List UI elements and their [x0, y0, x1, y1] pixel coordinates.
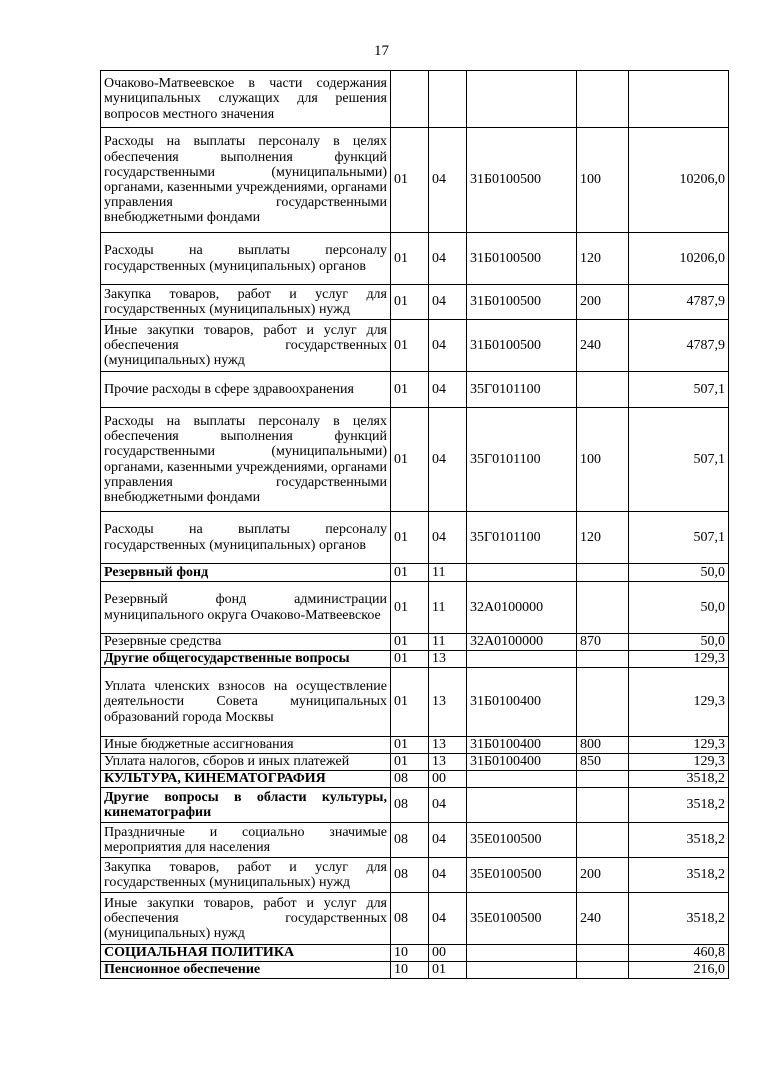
amount-cell: 129,3: [629, 651, 729, 668]
amount-cell: 129,3: [629, 737, 729, 754]
row-name-cell: Уплата налогов, сборов и иных платежей: [101, 754, 391, 771]
subsection-code-cell: 04: [429, 858, 467, 893]
expense-type-cell: 870: [577, 634, 629, 651]
budget-table: [100, 70, 729, 979]
table-row: [101, 320, 729, 372]
amount-cell: 507,1: [629, 512, 729, 564]
section-code-cell: 01: [391, 634, 429, 651]
section-code-cell: 01: [391, 651, 429, 668]
amount-cell: 50,0: [629, 634, 729, 651]
target-article-cell: [467, 564, 577, 582]
table-row: [101, 634, 729, 651]
section-code-cell: 01: [391, 408, 429, 512]
row-name-cell: Очаково-Матвеевское в части содержания муниципальных служащих для решения вопросов местного значения: [101, 71, 391, 128]
target-article-cell: 35Е0100500: [467, 858, 577, 893]
amount-cell: 3518,2: [629, 788, 729, 823]
section-code-cell: 08: [391, 823, 429, 858]
table-row: [101, 893, 729, 945]
subsection-code-cell: 00: [429, 771, 467, 788]
section-code-cell: 01: [391, 320, 429, 372]
section-code-cell: 01: [391, 285, 429, 320]
target-article-cell: 31Б0100500: [467, 128, 577, 233]
amount-cell: 3518,2: [629, 893, 729, 945]
table-row: [101, 962, 729, 979]
subsection-code-cell: 04: [429, 233, 467, 285]
target-article-cell: 35Е0100500: [467, 893, 577, 945]
section-code-cell: 01: [391, 512, 429, 564]
row-name-cell: Расходы на выплаты персоналу государственных (муниципальных) органов: [101, 233, 391, 285]
table-row: [101, 512, 729, 564]
target-article-cell: [467, 962, 577, 979]
amount-cell: 3518,2: [629, 771, 729, 788]
table-row: [101, 771, 729, 788]
subsection-code-cell: 04: [429, 320, 467, 372]
row-name-cell: Расходы на выплаты персоналу в целях обеспечения выполнения функций государственными (муниципальными) органами, казенными учреждениями, органами управления государственными внебюджетными фондами: [101, 408, 391, 512]
subsection-code-cell: 04: [429, 823, 467, 858]
budget-table-body: [101, 71, 729, 979]
subsection-code-cell: 04: [429, 512, 467, 564]
table-row: [101, 71, 729, 128]
amount-cell: 4787,9: [629, 285, 729, 320]
target-article-cell: [467, 71, 577, 128]
section-code-cell: 10: [391, 945, 429, 962]
section-code-cell: [391, 71, 429, 128]
section-code-cell: 01: [391, 372, 429, 408]
expense-type-cell: [577, 668, 629, 737]
expense-type-cell: [577, 582, 629, 634]
expense-type-cell: [577, 651, 629, 668]
row-name-cell: Уплата членских взносов на осуществление деятельности Совета муниципальных образований города Москвы: [101, 668, 391, 737]
table-row: [101, 754, 729, 771]
table-row: [101, 651, 729, 668]
expense-type-cell: 200: [577, 285, 629, 320]
target-article-cell: 35Г0101100: [467, 408, 577, 512]
expense-type-cell: [577, 823, 629, 858]
section-code-cell: 01: [391, 128, 429, 233]
subsection-code-cell: [429, 71, 467, 128]
target-article-cell: 32А0100000: [467, 634, 577, 651]
row-name-cell: Расходы на выплаты персоналу в целях обеспечения выполнения функций государственными (муниципальными) органами, казенными учреждениями, органами управления государственными внебюджетными фондами: [101, 128, 391, 233]
table-row: [101, 668, 729, 737]
row-name-cell: КУЛЬТУРА, КИНЕМАТОГРАФИЯ: [101, 771, 391, 788]
target-article-cell: [467, 945, 577, 962]
row-name-cell: СОЦИАЛЬНАЯ ПОЛИТИКА: [101, 945, 391, 962]
expense-type-cell: 100: [577, 408, 629, 512]
table-row: [101, 788, 729, 823]
table-row: [101, 408, 729, 512]
table-row: [101, 233, 729, 285]
amount-cell: 3518,2: [629, 823, 729, 858]
amount-cell: 216,0: [629, 962, 729, 979]
subsection-code-cell: 04: [429, 285, 467, 320]
section-code-cell: 01: [391, 582, 429, 634]
table-row: [101, 945, 729, 962]
amount-cell: [629, 71, 729, 128]
subsection-code-cell: 04: [429, 893, 467, 945]
row-name-cell: Прочие расходы в сфере здравоохранения: [101, 372, 391, 408]
subsection-code-cell: 13: [429, 754, 467, 771]
section-code-cell: 08: [391, 858, 429, 893]
expense-type-cell: 800: [577, 737, 629, 754]
expense-type-cell: 120: [577, 512, 629, 564]
expense-type-cell: 240: [577, 893, 629, 945]
target-article-cell: 31Б0100500: [467, 233, 577, 285]
row-name-cell: Закупка товаров, работ и услуг для государственных (муниципальных) нужд: [101, 858, 391, 893]
target-article-cell: 35Е0100500: [467, 823, 577, 858]
row-name-cell: Другие вопросы в области культуры, кинематографии: [101, 788, 391, 823]
subsection-code-cell: 04: [429, 788, 467, 823]
amount-cell: 50,0: [629, 582, 729, 634]
target-article-cell: 32А0100000: [467, 582, 577, 634]
subsection-code-cell: 04: [429, 128, 467, 233]
row-name-cell: Расходы на выплаты персоналу государственных (муниципальных) органов: [101, 512, 391, 564]
subsection-code-cell: 11: [429, 582, 467, 634]
table-row: [101, 285, 729, 320]
subsection-code-cell: 11: [429, 634, 467, 651]
target-article-cell: [467, 788, 577, 823]
subsection-code-cell: 04: [429, 408, 467, 512]
target-article-cell: 31Б0100500: [467, 320, 577, 372]
amount-cell: 10206,0: [629, 128, 729, 233]
target-article-cell: 35Г0101100: [467, 512, 577, 564]
expense-type-cell: 100: [577, 128, 629, 233]
section-code-cell: 08: [391, 788, 429, 823]
expense-type-cell: 240: [577, 320, 629, 372]
subsection-code-cell: 13: [429, 651, 467, 668]
row-name-cell: Праздничные и социально значимые мероприятия для населения: [101, 823, 391, 858]
section-code-cell: 01: [391, 737, 429, 754]
row-name-cell: Другие общегосударственные вопросы: [101, 651, 391, 668]
row-name-cell: Пенсионное обеспечение: [101, 962, 391, 979]
target-article-cell: 35Г0101100: [467, 372, 577, 408]
row-name-cell: Резервные средства: [101, 634, 391, 651]
amount-cell: 507,1: [629, 408, 729, 512]
amount-cell: 50,0: [629, 564, 729, 582]
table-row: [101, 128, 729, 233]
subsection-code-cell: 13: [429, 737, 467, 754]
page-number: 17: [374, 43, 389, 59]
table-row: [101, 582, 729, 634]
section-code-cell: 01: [391, 233, 429, 285]
target-article-cell: [467, 651, 577, 668]
amount-cell: 460,8: [629, 945, 729, 962]
expense-type-cell: [577, 788, 629, 823]
amount-cell: 3518,2: [629, 858, 729, 893]
expense-type-cell: [577, 771, 629, 788]
section-code-cell: 01: [391, 668, 429, 737]
section-code-cell: 08: [391, 893, 429, 945]
row-name-cell: Резервный фонд администрации муниципального округа Очаково-Матвеевское: [101, 582, 391, 634]
amount-cell: 4787,9: [629, 320, 729, 372]
expense-type-cell: [577, 71, 629, 128]
target-article-cell: 31Б0100400: [467, 737, 577, 754]
amount-cell: 10206,0: [629, 233, 729, 285]
subsection-code-cell: 01: [429, 962, 467, 979]
section-code-cell: 01: [391, 754, 429, 771]
amount-cell: 129,3: [629, 668, 729, 737]
row-name-cell: Закупка товаров, работ и услуг для государственных (муниципальных) нужд: [101, 285, 391, 320]
target-article-cell: 31Б0100400: [467, 754, 577, 771]
section-code-cell: 01: [391, 564, 429, 582]
table-row: [101, 372, 729, 408]
subsection-code-cell: 11: [429, 564, 467, 582]
row-name-cell: Иные закупки товаров, работ и услуг для обеспечения государственных (муниципальных) нужд: [101, 893, 391, 945]
expense-type-cell: 850: [577, 754, 629, 771]
row-name-cell: Иные бюджетные ассигнования: [101, 737, 391, 754]
target-article-cell: 31Б0100400: [467, 668, 577, 737]
subsection-code-cell: 04: [429, 372, 467, 408]
amount-cell: 507,1: [629, 372, 729, 408]
subsection-code-cell: 13: [429, 668, 467, 737]
expense-type-cell: 120: [577, 233, 629, 285]
table-row: [101, 737, 729, 754]
expense-type-cell: [577, 962, 629, 979]
row-name-cell: Иные закупки товаров, работ и услуг для обеспечения государственных (муниципальных) нужд: [101, 320, 391, 372]
expense-type-cell: [577, 564, 629, 582]
table-row: [101, 564, 729, 582]
table-row: [101, 823, 729, 858]
table-row: [101, 858, 729, 893]
target-article-cell: [467, 771, 577, 788]
row-name-cell: Резервный фонд: [101, 564, 391, 582]
target-article-cell: 31Б0100500: [467, 285, 577, 320]
expense-type-cell: 200: [577, 858, 629, 893]
expense-type-cell: [577, 372, 629, 408]
expense-type-cell: [577, 945, 629, 962]
section-code-cell: 08: [391, 771, 429, 788]
subsection-code-cell: 00: [429, 945, 467, 962]
amount-cell: 129,3: [629, 754, 729, 771]
section-code-cell: 10: [391, 962, 429, 979]
